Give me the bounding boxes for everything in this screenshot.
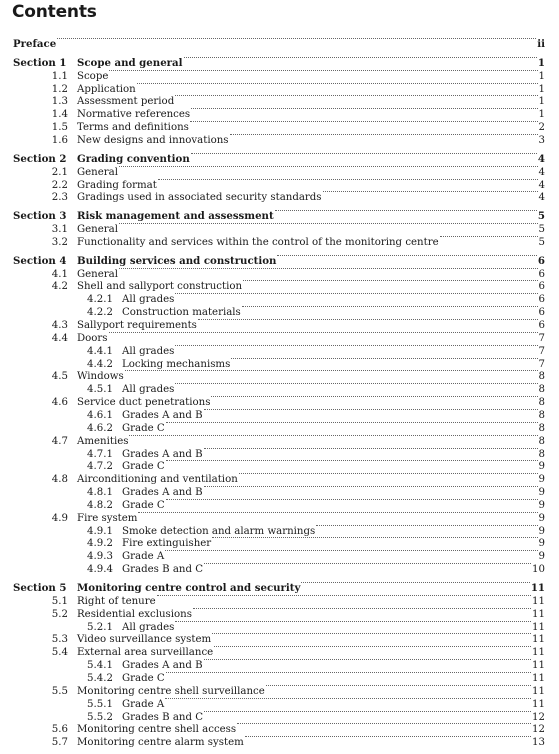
toc-page-number: 8 <box>538 422 545 434</box>
toc-entry-number: 5.6 <box>51 724 68 736</box>
toc-page-number: 11 <box>532 608 545 620</box>
toc-section-label: Section 2 <box>13 152 67 165</box>
toc-entry-title: Grading convention <box>77 152 190 165</box>
toc-entry-title: All grades <box>122 294 175 306</box>
toc-entry-number: 4.9.3 <box>87 551 113 563</box>
toc-entry-title: Grades B and C <box>122 711 204 723</box>
toc-entry[interactable] <box>0 70 559 83</box>
toc-entry[interactable] <box>0 358 559 371</box>
toc-entry-number: 4.1 <box>51 268 68 280</box>
toc-entry[interactable] <box>0 179 559 192</box>
toc-entry-title: External area surveillance <box>77 647 214 659</box>
dot-leader <box>137 83 538 84</box>
toc-entry[interactable] <box>0 223 559 236</box>
toc-entry[interactable] <box>0 121 559 134</box>
toc-page-number: 9 <box>538 551 545 563</box>
toc-entry-number: 4.7 <box>51 435 68 447</box>
toc-entry-title: Fire extinguisher <box>122 538 212 550</box>
toc-entry-title: Monitoring centre shell access <box>77 724 237 736</box>
toc-entry-title: Amenities <box>77 435 129 447</box>
toc-entry[interactable] <box>0 460 559 473</box>
toc-entry-number: 5.5.2 <box>87 711 113 723</box>
toc-entry-number: 5.3 <box>51 634 68 646</box>
dot-leader <box>266 685 531 686</box>
toc-page-number: 1 <box>538 83 545 95</box>
dot-leader <box>239 473 538 474</box>
toc-page-number: 11 <box>532 685 545 697</box>
toc-page-number: 1 <box>538 96 545 108</box>
toc-page-number: 8 <box>538 384 545 396</box>
toc-entry-title: Assessment period <box>77 96 175 108</box>
toc-entry[interactable] <box>0 134 559 147</box>
dot-leader <box>191 153 537 154</box>
toc-page-number: 1 <box>538 109 545 121</box>
toc-entry[interactable] <box>0 525 559 538</box>
toc-entry-title: Grade C <box>122 499 165 511</box>
toc-entry-title: Residential exclusions <box>77 608 192 620</box>
toc-entry[interactable] <box>0 595 559 608</box>
toc-entry[interactable] <box>0 345 559 358</box>
dot-leader <box>165 550 538 551</box>
dot-leader <box>109 70 538 71</box>
toc-entry-number: 1.4 <box>51 109 68 121</box>
dot-leader <box>57 38 536 39</box>
toc-entry-title: Grades A and B <box>122 448 203 460</box>
toc-entry[interactable] <box>0 293 559 306</box>
toc-entry-number: 4.2.2 <box>87 307 113 319</box>
toc-entry-number: 4.6.2 <box>87 422 113 434</box>
toc-page-number: 6 <box>537 254 545 267</box>
dot-leader <box>277 255 537 256</box>
dot-leader <box>157 595 531 596</box>
toc-entry-title: Right of tenure <box>77 595 156 607</box>
dot-leader <box>242 306 538 307</box>
toc-entry-title: Grade C <box>122 672 165 684</box>
toc-entry-number: 2.3 <box>51 192 68 204</box>
toc-page-number: 8 <box>538 435 545 447</box>
toc-entry-title: Building services and construction <box>77 254 277 267</box>
toc-entry[interactable] <box>0 280 559 293</box>
toc-page-number: 4 <box>538 192 545 204</box>
toc-entry-title: Grade A <box>122 698 165 710</box>
toc-entry-number: 4.2 <box>51 281 68 293</box>
toc-page-number: 9 <box>538 499 545 511</box>
toc-entry[interactable] <box>0 268 559 281</box>
dot-leader <box>109 332 538 333</box>
toc-section-label: Section 1 <box>13 56 67 69</box>
toc-page-number: 6 <box>538 268 545 280</box>
dot-leader <box>275 210 537 211</box>
toc-entry[interactable] <box>0 608 559 621</box>
toc-entry-title: Sallyport requirements <box>77 320 197 331</box>
toc-page-number: 11 <box>532 634 545 646</box>
toc-entry[interactable] <box>0 621 559 634</box>
toc-entry-title: Normative references <box>77 109 191 121</box>
dot-leader <box>165 698 531 699</box>
toc-entry[interactable] <box>0 448 559 461</box>
toc-entry-title: All grades <box>122 621 175 633</box>
toc-entry-title: Locking mechanisms <box>122 358 231 370</box>
dot-leader <box>323 191 538 192</box>
toc-section-heading[interactable] <box>0 57 559 70</box>
toc-entry[interactable] <box>0 633 559 646</box>
toc-page-number: 2 <box>538 122 545 134</box>
toc-entry-number: 2.2 <box>51 179 68 191</box>
dot-leader <box>204 409 538 410</box>
toc-section-heading[interactable] <box>0 255 559 268</box>
toc-entry-number: 4.9.2 <box>87 538 113 550</box>
toc-entry-title: Grades A and B <box>122 487 203 499</box>
dot-leader <box>184 57 537 58</box>
toc-entry-number: 2.1 <box>51 166 68 178</box>
toc-entry-title: Grade A <box>122 551 165 563</box>
dot-leader <box>193 608 531 609</box>
dot-leader <box>166 672 531 673</box>
toc-entry[interactable] <box>0 672 559 685</box>
toc-entry-title: Grade C <box>122 422 165 434</box>
toc-entry-number: 3.2 <box>51 236 68 248</box>
toc-entry-number: 4.4.1 <box>87 345 113 357</box>
toc-entry-title: Construction materials <box>122 307 241 319</box>
dot-leader <box>214 646 531 647</box>
dot-leader <box>138 512 538 513</box>
toc-entry-title: General <box>77 166 118 178</box>
toc-entry-title: Scope and general <box>77 56 183 69</box>
toc-page-number: 12 <box>532 724 545 736</box>
toc-entry-number: 4.5 <box>51 371 68 383</box>
toc-entry-number: 1.6 <box>51 134 68 146</box>
toc-section-label: Section 5 <box>13 582 67 594</box>
toc-entry-title: Video surveillance system <box>77 634 212 646</box>
toc-entry-title: Monitoring centre control and security <box>77 582 301 594</box>
toc-entry-number: 5.2 <box>51 608 68 620</box>
toc-entry-title: Monitoring centre alarm system <box>77 737 244 749</box>
toc-page-number: 9 <box>538 525 545 537</box>
toc-entry-title: All grades <box>122 345 175 357</box>
toc-section-label: Preface <box>13 38 57 50</box>
toc-entry-title: Risk management and assessment <box>77 210 274 223</box>
toc-section-heading[interactable] <box>0 153 559 166</box>
dot-leader <box>204 486 538 487</box>
toc-entry-title: Application <box>77 83 136 95</box>
toc-entry[interactable] <box>0 646 559 659</box>
toc-page-number: 6 <box>538 294 545 306</box>
toc-entry-number: 1.2 <box>51 83 68 95</box>
dot-leader <box>316 525 538 526</box>
toc-section-heading[interactable] <box>0 582 559 595</box>
dot-leader <box>204 448 538 449</box>
dot-leader <box>119 268 538 269</box>
toc-entry-number: 5.5 <box>51 685 68 697</box>
toc-entry-title: All grades <box>122 384 175 396</box>
dot-leader <box>212 633 531 634</box>
toc-page-number: 6 <box>538 307 545 319</box>
toc-page-number: 8 <box>538 371 545 383</box>
dot-leader <box>243 280 538 281</box>
dot-leader <box>175 383 538 384</box>
toc-page-number: 5 <box>537 210 545 223</box>
toc-entry-number: 4.7.1 <box>87 448 113 460</box>
toc-entry-title: Grades B and C <box>122 564 204 576</box>
dot-leader <box>166 422 538 423</box>
dot-leader <box>175 293 538 294</box>
toc-section-heading[interactable] <box>0 210 559 223</box>
toc-page-number: 9 <box>538 538 545 550</box>
toc-entry-title: General <box>77 268 118 280</box>
toc-entry-title: Airconditioning and ventilation <box>77 474 238 486</box>
toc-entry[interactable] <box>0 685 559 698</box>
toc-entry[interactable] <box>0 550 559 563</box>
toc-entry[interactable] <box>0 422 559 435</box>
dot-leader <box>204 563 531 564</box>
dot-leader <box>119 166 538 167</box>
dot-leader <box>166 460 538 461</box>
toc-entry-number: 4.4 <box>51 332 68 344</box>
toc-page-number: 11 <box>530 582 545 594</box>
toc-entry[interactable] <box>0 711 559 724</box>
toc-entry-number: 4.7.2 <box>87 461 113 473</box>
toc-page-number: 1 <box>537 56 545 69</box>
toc-entry[interactable] <box>0 736 559 749</box>
toc-page-number: 11 <box>532 595 545 607</box>
toc-entry[interactable] <box>0 191 559 204</box>
toc-entry-number: 1.5 <box>51 122 68 134</box>
toc-page-number: 9 <box>538 461 545 473</box>
toc-entry-title: Monitoring centre shell surveillance <box>77 685 265 697</box>
toc-page-number: 4 <box>538 179 545 191</box>
dot-leader <box>175 345 538 346</box>
toc-page-number: 8 <box>538 397 545 409</box>
toc-page-number: 7 <box>538 358 545 370</box>
toc-entry[interactable] <box>0 409 559 422</box>
toc-entry[interactable] <box>0 95 559 108</box>
dot-leader <box>231 358 538 359</box>
toc-page-number: 11 <box>532 698 545 710</box>
toc-page-number: 7 <box>538 345 545 357</box>
toc-page-number: ii <box>537 38 545 50</box>
toc-entry-number: 3.1 <box>51 224 68 236</box>
toc-entry-title: Grades A and B <box>122 660 203 672</box>
toc-page-number: 5 <box>538 236 545 248</box>
toc-entry[interactable] <box>0 396 559 409</box>
toc-entry-number: 4.2.1 <box>87 294 113 306</box>
toc-entry[interactable] <box>0 723 559 736</box>
toc-entry[interactable] <box>0 486 559 499</box>
toc-entry-title: Functionality and services within the control of the monitoring centre <box>77 236 439 248</box>
toc-page-number: 12 <box>532 711 545 723</box>
dot-leader <box>129 435 538 436</box>
toc-entry[interactable] <box>0 537 559 550</box>
toc-section-heading[interactable] <box>0 38 559 51</box>
toc-entry-number: 4.4.2 <box>87 358 113 370</box>
dot-leader <box>440 236 538 237</box>
dot-leader <box>190 121 538 122</box>
toc-entry[interactable] <box>0 166 559 179</box>
toc-entry[interactable] <box>0 383 559 396</box>
toc-entry[interactable] <box>0 698 559 711</box>
dot-leader <box>166 499 538 500</box>
toc-page-number: 7 <box>538 332 545 344</box>
toc-page-number: 13 <box>532 737 545 749</box>
toc-entry-number: 5.4 <box>51 647 68 659</box>
toc-page-number: 3 <box>538 134 545 146</box>
toc-entry-title: Grade C <box>122 461 165 473</box>
toc-entry-number: 5.4.1 <box>87 660 113 672</box>
page-title: Contents <box>12 2 97 22</box>
toc-entry[interactable] <box>0 659 559 672</box>
toc-entry-title: Grading format <box>77 179 157 191</box>
toc-entry-number: 4.5.1 <box>87 384 113 396</box>
toc-entry-title: Windows <box>77 371 124 383</box>
toc-section-label: Section 4 <box>13 254 67 267</box>
toc-entry-number: 1.3 <box>51 96 68 108</box>
toc-page-number: 4 <box>537 152 545 165</box>
toc-entry-number: 5.5.1 <box>87 698 113 710</box>
toc-entry[interactable] <box>0 512 559 525</box>
toc-entry-number: 1.1 <box>51 70 68 82</box>
toc-section-label: Section 3 <box>13 210 67 223</box>
toc-page-number: 5 <box>538 224 545 236</box>
toc-entry-title: Smoke detection and alarm warnings <box>122 525 316 537</box>
toc-entry-number: 4.9 <box>51 512 68 524</box>
toc-entry-number: 5.7 <box>51 737 68 749</box>
toc-entry-number: 4.6.1 <box>87 409 113 421</box>
dot-leader <box>198 319 538 320</box>
toc-entry[interactable] <box>0 306 559 319</box>
toc-entry-number: 4.8 <box>51 474 68 486</box>
toc-entry[interactable] <box>0 563 559 576</box>
toc-entry-number: 4.8.1 <box>87 487 113 499</box>
toc-entry-title: Grades A and B <box>122 409 203 421</box>
toc-entry-title: New designs and innovations <box>77 134 229 146</box>
toc-page-number: 6 <box>538 320 545 331</box>
toc-page-number: 1 <box>538 70 545 82</box>
dot-leader <box>204 711 531 712</box>
toc-entry[interactable] <box>0 473 559 486</box>
dot-leader <box>158 179 538 180</box>
toc-entry[interactable] <box>0 108 559 121</box>
toc-entry[interactable] <box>0 319 559 332</box>
toc-entry-title: Service duct penetrations <box>77 397 211 409</box>
dot-leader <box>175 95 538 96</box>
toc-entry[interactable] <box>0 332 559 345</box>
toc-page-number: 8 <box>538 409 545 421</box>
dot-leader <box>125 370 538 371</box>
dot-leader <box>119 223 538 224</box>
toc-page-number: 11 <box>532 660 545 672</box>
toc-entry-number: 4.8.2 <box>87 499 113 511</box>
toc-entry-number: 5.1 <box>51 595 68 607</box>
toc-entry-title: Doors <box>77 332 108 344</box>
toc-entry-title: Scope <box>77 70 109 82</box>
toc-entry-title: Gradings used in associated security standards <box>77 192 322 204</box>
toc-page-number: 11 <box>532 647 545 659</box>
dot-leader <box>212 537 538 538</box>
toc-entry-title: General <box>77 224 118 236</box>
toc-page-number: 11 <box>532 621 545 633</box>
toc-entry-title: Terms and definitions <box>77 122 189 134</box>
toc-entry-number: 4.3 <box>51 320 68 331</box>
toc-entry-number: 4.9.1 <box>87 525 113 537</box>
dot-leader <box>237 723 531 724</box>
toc-entry-title: Fire system <box>77 512 138 524</box>
dot-leader <box>175 621 531 622</box>
toc-page-number: 6 <box>538 281 545 293</box>
toc-page-number: 9 <box>538 512 545 524</box>
toc-entry[interactable] <box>0 83 559 96</box>
toc-entry-number: 4.6 <box>51 397 68 409</box>
dot-leader <box>204 659 531 660</box>
toc-entry-number: 5.4.2 <box>87 672 113 684</box>
toc-page-number: 10 <box>532 564 545 576</box>
dot-leader <box>301 582 530 583</box>
toc-entry-number: 5.2.1 <box>87 621 113 633</box>
toc-entry[interactable] <box>0 499 559 512</box>
dot-leader <box>191 108 538 109</box>
dot-leader <box>211 396 538 397</box>
toc-page-number: 9 <box>538 487 545 499</box>
toc-page-number: 8 <box>538 448 545 460</box>
toc-entry[interactable] <box>0 370 559 383</box>
toc-page-number: 9 <box>538 474 545 486</box>
toc-page-number: 4 <box>538 166 545 178</box>
dot-leader <box>230 134 538 135</box>
toc-entry-title: Shell and sallyport construction <box>77 281 243 293</box>
toc-entry[interactable] <box>0 236 559 249</box>
dot-leader <box>245 736 531 737</box>
toc-page-number: 11 <box>532 672 545 684</box>
toc-entry-number: 4.9.4 <box>87 564 113 576</box>
toc-entry[interactable] <box>0 435 559 448</box>
